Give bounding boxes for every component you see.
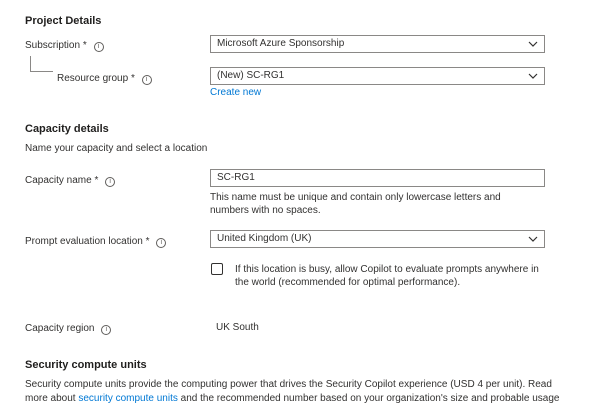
capacity-region-value: UK South	[216, 322, 259, 333]
chevron-down-icon	[528, 40, 538, 48]
capacity-intro: Name your capacity and select a location	[25, 143, 208, 154]
info-icon[interactable]: i	[101, 325, 111, 335]
info-icon[interactable]: i	[156, 238, 166, 248]
scu-heading: Security compute units	[25, 359, 147, 371]
fallback-location-label: If this location is busy, allow Copilot to evaluate prompts anywhere in the world (recommended for optimal performance).	[235, 264, 539, 288]
resource-group-label	[57, 73, 152, 85]
info-icon[interactable]: i	[142, 75, 152, 85]
chevron-down-icon	[528, 235, 538, 243]
scu-description-line2	[25, 393, 559, 404]
info-icon[interactable]: i	[94, 42, 104, 52]
capacity-region-label	[25, 323, 111, 335]
required-marker: *	[130, 73, 135, 84]
scu-description-line1: Security compute units provide the computing power that drives the Security Copilot experience (USD 4 per unit). Read	[25, 379, 552, 390]
scu-text-prefix: more about	[25, 393, 76, 404]
capacity-name-hint: This name must be unique and contain only lowercase letters and numbers with no spaces.	[210, 192, 501, 216]
prompt-location-label-text: Prompt evaluation location	[25, 236, 143, 247]
prompt-location-label	[25, 236, 166, 248]
capacity-name-input[interactable]	[210, 169, 545, 187]
capacity-name-value: SC-RG1	[217, 172, 255, 183]
project-details-heading: Project Details	[25, 15, 102, 27]
prompt-location-value: United Kingdom (UK)	[217, 233, 312, 244]
subscription-value: Microsoft Azure Sponsorship	[217, 38, 345, 49]
tree-connector	[30, 56, 53, 72]
subscription-dropdown[interactable]	[210, 35, 545, 53]
prompt-location-dropdown[interactable]	[210, 230, 545, 248]
scu-text-suffix: and the recommended number based on your organization's size and probable usage	[180, 393, 560, 404]
required-marker: *	[145, 236, 150, 247]
chevron-down-icon	[528, 72, 538, 80]
resource-group-dropdown[interactable]	[210, 67, 545, 85]
fallback-location-checkbox[interactable]	[211, 263, 223, 275]
scu-learn-more-link[interactable]: security compute units	[78, 393, 178, 404]
capacity-name-label-text: Capacity name	[25, 175, 92, 186]
required-marker: *	[82, 40, 87, 51]
capacity-name-label	[25, 175, 115, 187]
info-icon[interactable]: i	[105, 177, 115, 187]
capacity-details-heading: Capacity details	[25, 123, 109, 135]
required-marker: *	[94, 175, 99, 186]
capacity-region-label-text: Capacity region	[25, 323, 95, 334]
subscription-label	[25, 40, 104, 52]
resource-group-label-text: Resource group	[57, 73, 129, 84]
resource-group-value: (New) SC-RG1	[217, 70, 285, 81]
subscription-label-text: Subscription	[25, 40, 81, 51]
create-new-link[interactable]: Create new	[210, 87, 262, 98]
